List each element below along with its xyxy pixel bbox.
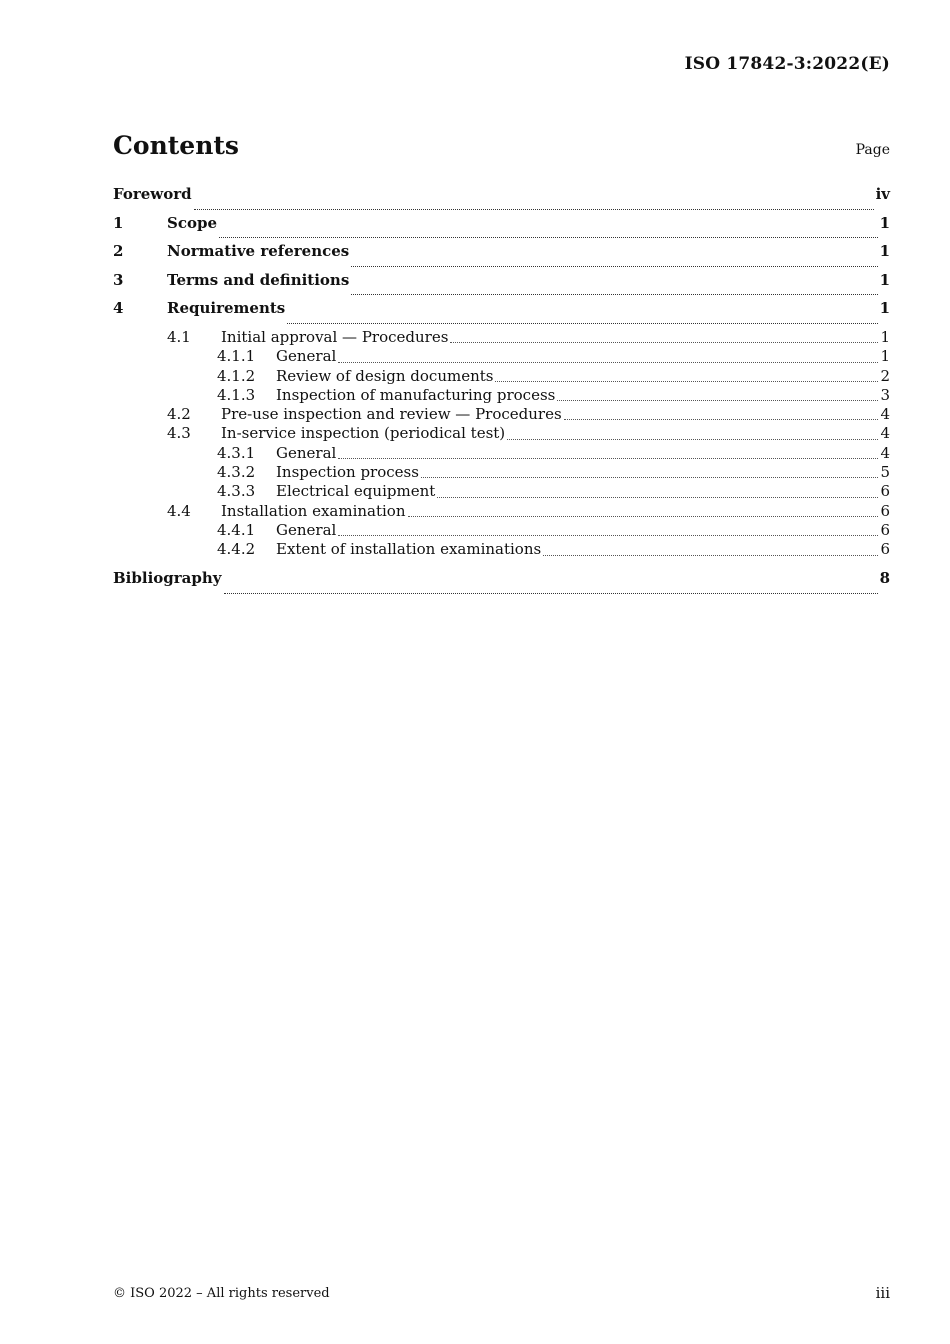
toc-entry-page: 4: [880, 443, 890, 462]
toc-entry[interactable]: [113, 444, 890, 463]
toc-leader-dots: [543, 555, 878, 556]
toc-entry-page: 8: [879, 569, 890, 588]
toc-entry[interactable]: [113, 271, 890, 300]
toc-entry-page: 1: [879, 242, 890, 261]
toc-entry[interactable]: [113, 347, 890, 366]
toc-entry-label[interactable]: Foreword: [113, 185, 192, 203]
toc-entry-page: 6: [880, 482, 890, 501]
toc-entry-page: 1: [879, 213, 890, 232]
toc-entry-number: 4.3.1: [217, 443, 256, 462]
toc-entry[interactable]: [113, 367, 890, 386]
toc-entry[interactable]: [113, 521, 890, 540]
page-title: Contents: [113, 131, 240, 160]
toc-entry[interactable]: [113, 328, 890, 347]
toc-entry[interactable]: [113, 242, 890, 271]
toc-entry-label[interactable]: General: [276, 520, 337, 539]
table-of-contents: [113, 185, 890, 598]
toc-entry-label[interactable]: General: [276, 443, 337, 462]
toc-entry[interactable]: [113, 502, 890, 521]
toc-leader-dots: [507, 439, 878, 440]
toc-leader-dots: [564, 419, 879, 420]
toc-entry[interactable]: [113, 482, 890, 501]
toc-entry-page: 6: [880, 540, 890, 559]
toc-entry-label[interactable]: Bibliography: [113, 569, 222, 588]
toc-entry-number: 4: [113, 299, 124, 318]
toc-entry-number: 4.3: [167, 424, 191, 443]
toc-leader-dots: [437, 497, 878, 498]
toc-entry-number: 4.4.1: [217, 520, 256, 539]
toc-entry[interactable]: [113, 386, 890, 405]
toc-entry-number: 3: [113, 270, 124, 289]
toc-entry-number: 1: [113, 213, 124, 232]
toc-entry-page: 6: [880, 520, 890, 539]
toc-entry-page: 1: [879, 299, 890, 318]
toc-entry-page: 3: [880, 385, 890, 404]
toc-leader-dots: [557, 400, 878, 401]
page-column-label: Page: [855, 142, 890, 158]
toc-leader-dots: [351, 294, 877, 295]
toc-entry-number: 4.4: [167, 501, 191, 520]
toc-entry[interactable]: [113, 405, 890, 424]
toc-entry-number: 4.3.2: [217, 463, 256, 482]
toc-leader-dots: [450, 342, 878, 343]
toc-entry-number: 2: [113, 242, 124, 261]
toc-entry-page: iv: [875, 185, 890, 203]
toc-entry-page: 4: [880, 405, 890, 424]
toc-entry[interactable]: [113, 214, 890, 243]
toc-entry[interactable]: [113, 463, 890, 482]
toc-leader-dots: [351, 266, 877, 267]
toc-entry[interactable]: [113, 299, 890, 328]
toc-entry-label[interactable]: Extent of installation examinations: [276, 540, 542, 559]
toc-entry-number: 4.1.3: [217, 385, 256, 404]
copyright-notice: © ISO 2022 – All rights reserved: [113, 1286, 330, 1301]
toc-entry-page: 1: [880, 347, 890, 366]
toc-leader-dots: [495, 381, 878, 382]
toc-leader-dots: [338, 458, 878, 459]
toc-entry-number: 4.1: [167, 327, 191, 346]
toc-entry-label[interactable]: Initial approval — Procedures: [221, 327, 449, 346]
toc-entry-page: 4: [880, 424, 890, 443]
toc-entry-number: 4.4.2: [217, 540, 256, 559]
toc-entry-number: 4.1.2: [217, 366, 256, 385]
toc-entry-label[interactable]: In-service inspection (periodical test): [221, 424, 506, 443]
toc-leader-dots: [421, 477, 879, 478]
document-id: ISO 17842-3:2022(E): [684, 54, 890, 74]
toc-entry-label[interactable]: General: [276, 347, 337, 366]
toc-entry-label[interactable]: Review of design documents: [276, 366, 494, 385]
toc-entry-label[interactable]: Inspection of manufacturing process: [276, 385, 556, 404]
toc-entry-label[interactable]: Normative references: [167, 242, 350, 261]
toc-entry[interactable]: [113, 424, 890, 443]
toc-leader-dots: [224, 593, 878, 594]
toc-leader-dots: [194, 209, 874, 210]
toc-leader-dots: [338, 362, 878, 363]
toc-entry-label[interactable]: Terms and definitions: [167, 270, 350, 289]
toc-entry-page: 2: [880, 366, 890, 385]
toc-entry-page: 1: [879, 270, 890, 289]
toc-entry-page: 5: [880, 463, 890, 482]
toc-leader-dots: [287, 323, 877, 324]
toc-entry-page: 1: [880, 327, 890, 346]
toc-entry-page: 6: [880, 501, 890, 520]
toc-leader-dots: [219, 237, 878, 238]
toc-entry[interactable]: [113, 569, 890, 598]
toc-leader-dots: [338, 535, 878, 536]
toc-entry-number: 4.3.3: [217, 482, 256, 501]
toc-entry[interactable]: [113, 185, 890, 214]
toc-entry-label[interactable]: Installation examination: [221, 501, 406, 520]
toc-entry-number: 4.1.1: [217, 347, 256, 366]
toc-entry[interactable]: [113, 540, 890, 559]
toc-leader-dots: [408, 516, 879, 517]
page-number: iii: [875, 1284, 890, 1302]
toc-entry-number: 4.2: [167, 405, 191, 424]
toc-entry-label[interactable]: Electrical equipment: [276, 482, 436, 501]
toc-entry-label[interactable]: Scope: [167, 213, 218, 232]
toc-entry-label[interactable]: Inspection process: [276, 463, 419, 482]
toc-entry-label[interactable]: Pre-use inspection and review — Procedures: [221, 405, 562, 424]
toc-entry-label[interactable]: Requirements: [167, 299, 286, 318]
